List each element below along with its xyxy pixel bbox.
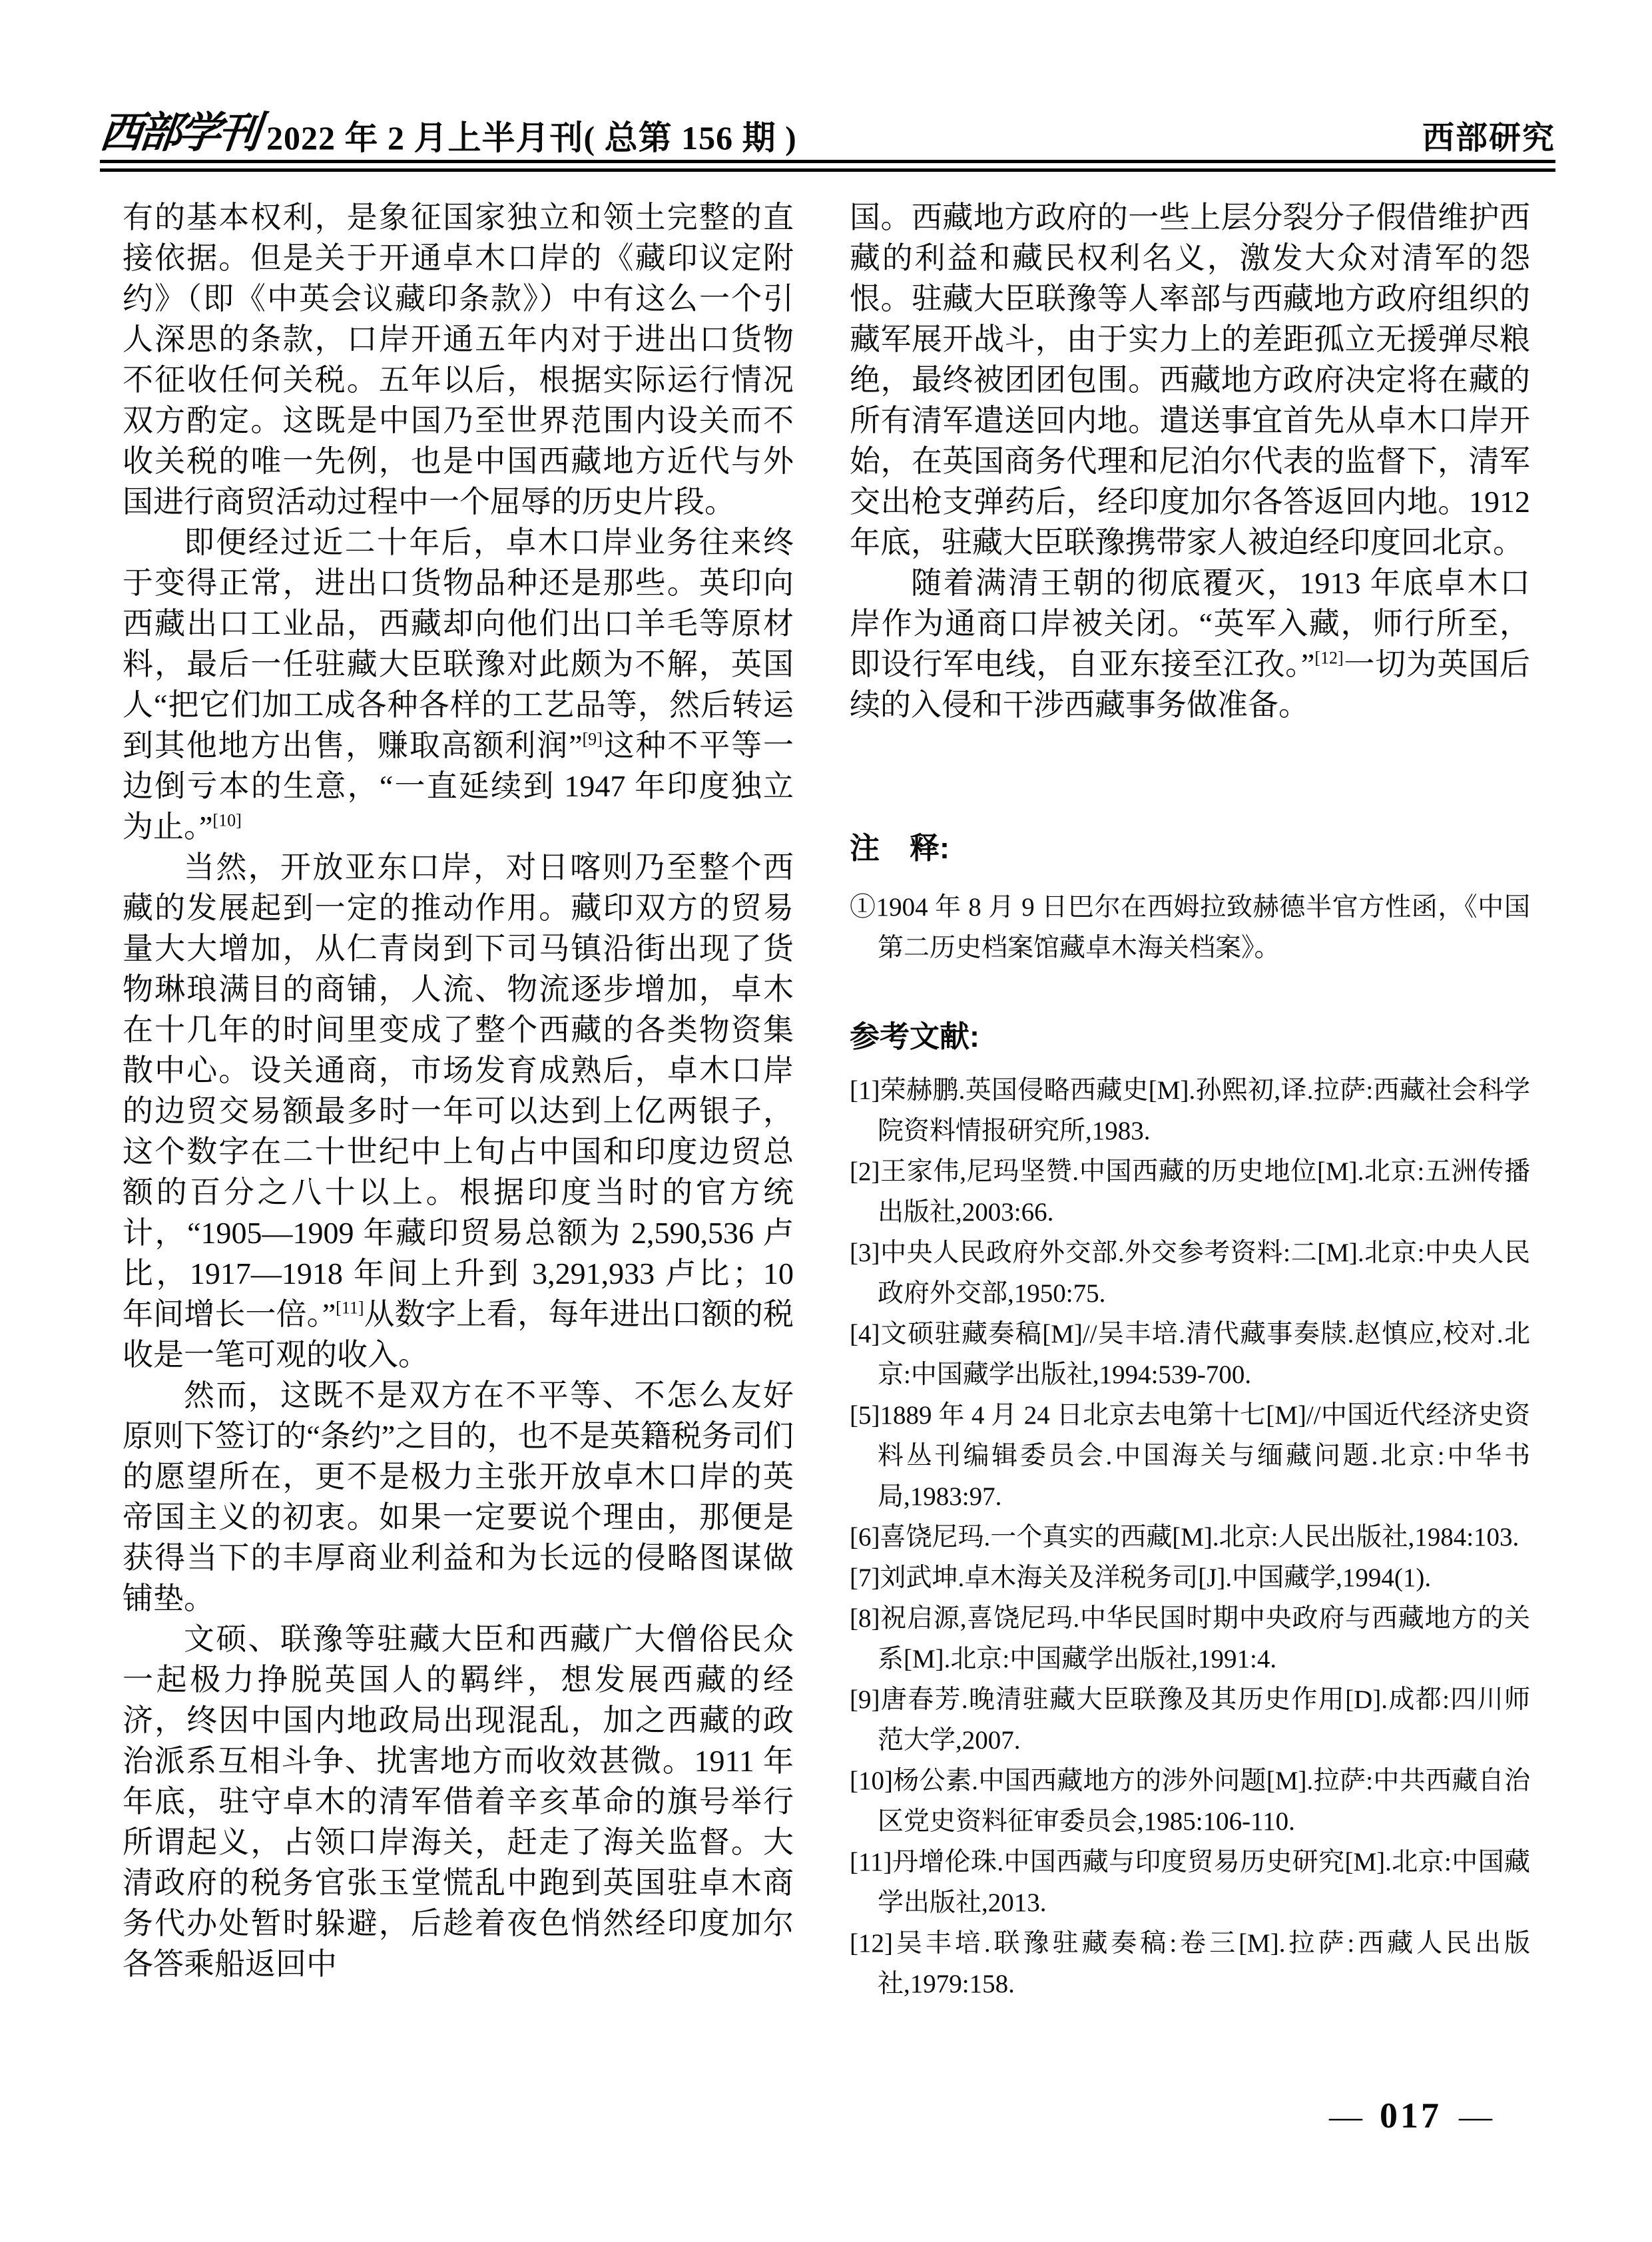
page-header [97,93,1555,156]
body-paragraph: 即便经过近二十年后，卓木口岸业务往来终于变得正常，进出口货物品种还是那些。英印向西藏出口工业品，西藏却向他们出口羊毛等原材料，最后一任驻藏大臣联豫对此颇为不解，英国人“把它们加工成各种各样的工艺品等，然后转运到其他地方出售，赚取高额利润”[9]这种不平等一边倒亏本的生意，“一直延续到 1947 年印度独立为止。”[10] [123,525,794,844]
body-paragraph: 然而，这既不是双方在不平等、不怎么友好原则下签订的“条约”之目的，也不是英籍税务司们的愿望所在，更不是极力主张开放卓木口岸的英帝国主义的初衷。如果一定要说个理由，那便是获得当下的丰厚商业利益和为长远的侵略图谋做铺垫。 [123,1378,794,1615]
reference-item: [4]文硕驻藏奏稿[M]//吴丰培.清代藏事奏牍.赵慎应,校对.北京:中国藏学出版社,1994:539-700. [850,1320,1530,1389]
note-item: ①1904 年 8 月 9 日巴尔在西姆拉致赫德半官方性函，《中国第二历史档案馆藏卓木海关档案》。 [850,893,1530,962]
reference-item: [2]王家伟,尼玛坚赞.中国西藏的历史地位[M].北京:五洲传播出版社,2003:66. [850,1157,1530,1227]
reference-item: [12]吴丰培.联豫驻藏奏稿:卷三[M].拉萨:西藏人民出版社,1979:158. [850,1929,1530,1998]
notes-heading: 注 释: [850,831,950,865]
body-paragraph: 文硕、联豫等驻藏大臣和西藏广大僧俗民众一起极力挣脱英国人的羁绊，想发展西藏的经济，终因中国内地政局出现混乱，加之西藏的政治派系互相斗争、扰害地方而收效甚微。1911 年年底，驻守卓木的清军借着辛亥革命的旗号举行所谓起义，占领口岸海关，赶走了海关监督。大清政府的税务官张玉堂慌乱中跑到英国驻卓木商务代办处暂时躲避，后趁着夜色悄然经印度加尔各答乘船返回中 [123,1622,794,1981]
references-heading: 参考文献: [850,1019,979,1053]
page-number-right-dash: — [1459,2098,1492,2135]
reference-item: [6]喜饶尼玛.一个真实的西藏[M].北京:人民出版社,1984:103. [850,1523,1519,1551]
reference-item: [10]杨公素.中国西藏地方的涉外问题[M].拉萨:中共西藏自治区党史资料征审委员会,1985:106-110. [850,1767,1530,1836]
right-column-paragraphs [850,197,1530,725]
header-left-group [97,109,797,156]
reference-item: [1]荣赫鹏.英国侵略西藏史[M].孙熙初,译.拉萨:西藏社会科学院资料情报研究所,1983. [850,1076,1530,1145]
right-column [850,197,1530,2004]
citation-superscript: [10] [212,810,242,830]
notes-list [850,887,1530,968]
left-column [123,197,794,1984]
body-paragraph: 有的基本权利，是象征国家独立和领土完整的直接依据。但是关于开通卓木口岸的《藏印议定附约》（即《中英会议藏印条款》）中有这么一个引人深思的条款，口岸开通五年内对于进出口货物不征收任何关税。五年以后，根据实际运行情况双方酌定。这既是中国乃至世界范围内设关而不收关税的唯一先例，也是中国西藏地方近代与外国进行商贸活动过程中一个屈辱的历史片段。 [123,200,794,519]
header-double-rule [100,160,1555,172]
section-label: 西部研究 [1422,121,1555,156]
body-paragraph: 随着满清王朝的彻底覆灭，1913 年底卓木口岸作为通商口岸被关闭。“英军入藏，师行所至，即设行军电线，自亚东接至江孜。”[12]一切为英国后续的入侵和干涉西藏事务做准备。 [850,566,1530,722]
references-list [850,1070,1530,2004]
reference-item: [8]祝启源,喜饶尼玛.中华民国时期中央政府与西藏地方的关系[M].北京:中国藏学出版社,1991:4. [850,1604,1530,1673]
page-number-value: 017 [1380,2096,1442,2135]
reference-item: [11]丹增伦珠.中国西藏与印度贸易历史研究[M].北京:中国藏学出版社,2013. [850,1848,1530,1917]
citation-superscript: [11] [336,1298,364,1318]
body-paragraph: 国。西藏地方政府的一些上层分裂分子假借维护西藏的利益和藏民权利名义，激发大众对清军的怨恨。驻藏大臣联豫等人率部与西藏地方政府组织的藏军展开战斗，由于实力上的差距孤立无援弹尽粮绝，最终被团团包围。西藏地方政府决定将在藏的所有清军遣送回内地。遣送事宜首先从卓木口岸开始，在英国商务代理和尼泊尔代表的监督下，清军交出枪支弹药后，经印度加尔各答返回内地。1912 年底，驻藏大臣联豫携带家人被迫经印度回北京。 [850,200,1530,559]
citation-superscript: [12] [1314,648,1344,668]
citation-superscript: [9] [582,729,603,749]
reference-item: [7]刘武坤.卓木海关及洋税务司[J].中国藏学,1994(1). [850,1563,1432,1592]
journal-issue-info: 2022 年 2 月上半月刊( 总第 156 期 ) [266,119,797,156]
page-number [1329,2098,1492,2133]
body-paragraph: 当然，开放亚东口岸，对日喀则乃至整个西藏的发展起到一定的推动作用。藏印双方的贸易量大大增加，从仁青岗到下司马镇沿街出现了货物琳琅满目的商铺，人流、物流逐步增加，卓木在十几年的时间里变成了整个西藏的各类物资集散中心。设关通商，市场发育成熟后，卓木口岸的边贸交易额最多时一年可以达到上亿两银子，这个数字在二十世纪中上旬占中国和印度边贸总额的百分之八十以上。根据印度当时的官方统计，“1905—1909 年藏印贸易总额为 2,590,536 卢比，1917—1918 年间上升到 3,291,933 卢比；10 年间增长一倍。”[11]从数字上看，每年进出口额的税收是一笔可观的收入。 [123,850,794,1372]
journal-logo: 西部学刊 [97,109,260,156]
reference-item: [9]唐春芳.晚清驻藏大臣联豫及其历史作用[D].成都:四川师范大学,2007. [850,1685,1530,1755]
page-number-left-dash: — [1329,2098,1362,2135]
reference-item: [5]1889 年 4 月 24 日北京去电第十七[M]//中国近代经济史资料丛刊编辑委员会.中国海关与缅藏问题.北京:中华书局,1983:97. [850,1401,1530,1511]
reference-item: [3]中央人民政府外交部.外交参考资料:二[M].北京:中央人民政府外交部,1950:75. [850,1239,1530,1308]
